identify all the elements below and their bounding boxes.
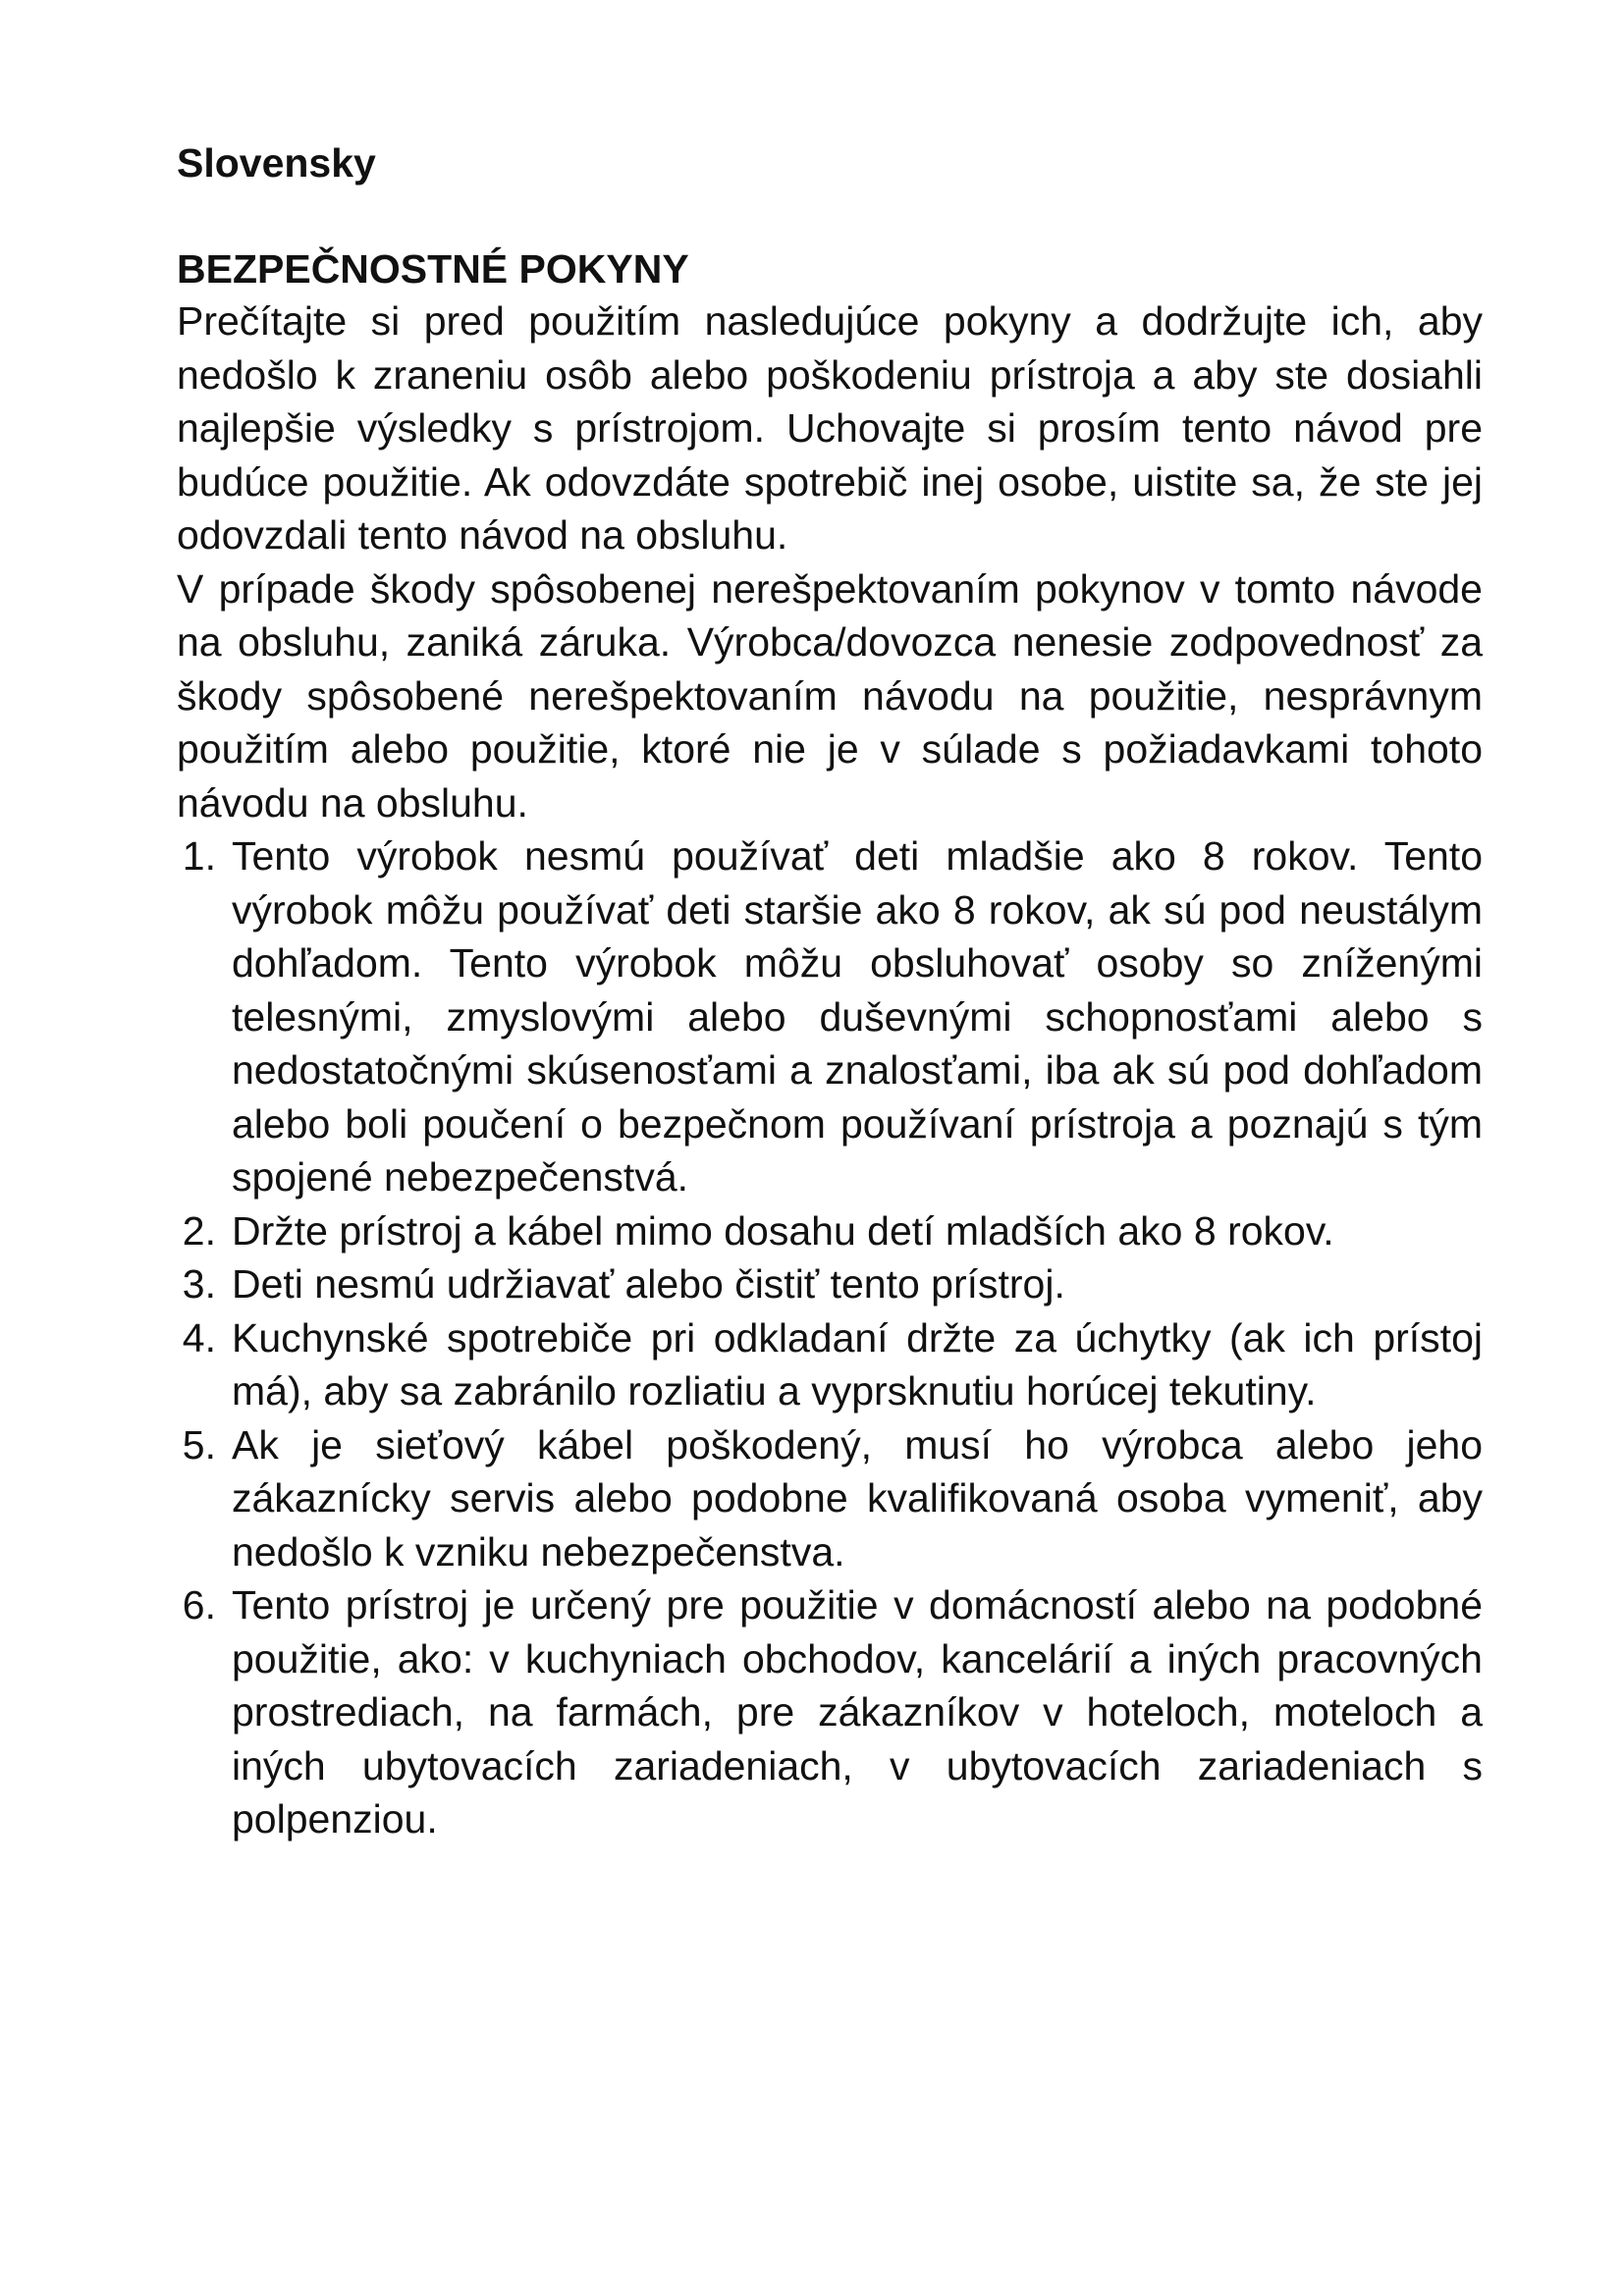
list-item-text: Tento výrobok nesmú používať deti mladšie ako 8 rokov. Tento výrobok môžu používať deti staršie ako 8 rokov, ak sú pod neustálym dohľadom. Tento výrobok môžu obsluhovať osoby so zníženými telesnými, zmyslovými alebo duševnými schopnosťami alebo s nedostatočnými skúsenosťami a znalosťami, iba ak sú pod dohľadom alebo boli poučení o bezpečnom používaní prístroja a poznajú s tým spojené nebezpečenstvá.: [232, 833, 1483, 1200]
list-item: [177, 1204, 1483, 1258]
list-item: [177, 1418, 1483, 1579]
document-page: [177, 137, 1483, 1846]
list-item-number: 3.: [182, 1261, 216, 1307]
list-item-text: Kuchynské spotrebiče pri odkladaní držte za úchytky (ak ich prístoj má), aby sa zabránilo rozliatiu a vyprsknutiu horúcej tekutiny.: [232, 1314, 1483, 1414]
section-heading: BEZPEČNOSTNÉ POKYNY: [177, 246, 689, 292]
list-item-number: 6.: [182, 1582, 216, 1628]
list-item: [177, 1257, 1483, 1311]
list-item-text: Deti nesmú udržiavať alebo čistiť tento prístroj.: [232, 1261, 1065, 1307]
list-item: [177, 1578, 1483, 1846]
list-item-number: 4.: [182, 1314, 216, 1361]
list-item-text: Držte prístroj a kábel mimo dosahu detí mladších ako 8 rokov.: [232, 1207, 1334, 1254]
list-item-number: 1.: [182, 833, 216, 879]
list-item-text: Tento prístroj je určený pre použitie v domácností alebo na podobné použitie, ako: v kuchyniach obchodov, kancelárií a iných pracovných prostrediach, na farmách, pre zákazníkov v hoteloch, moteloch a iných ubytovacích zariadeniach, v ubytovacích zariadeniach s polpenziou.: [232, 1582, 1483, 1842]
list-item-text: Ak je sieťový kábel poškodený, musí ho výrobca alebo jeho zákaznícky servis alebo podobne kvalifikovaná osoba vymeniť, aby nedošlo k vzniku nebezpečenstva.: [232, 1421, 1483, 1575]
safety-instructions-list: [177, 829, 1483, 1846]
list-item-number: 5.: [182, 1421, 216, 1468]
intro-paragraph: Prečítajte si pred použitím nasledujúce pokyny a dodržujte ich, aby nedošlo k zraneniu osôb alebo poškodeniu prístroja a aby ste dosiahli najlepšie výsledky s prístrojom. Uchovajte si prosím tento návod pre budúce použitie. Ak odovzdáte spotrebič inej osobe, uistite sa, že ste jej odovzdali tento návod na obsluhu.: [177, 298, 1483, 558]
list-item: [177, 1311, 1483, 1418]
list-item: [177, 829, 1483, 1204]
list-item-number: 2.: [182, 1207, 216, 1254]
warranty-paragraph: V prípade škody spôsobenej nerešpektovaním pokynov v tomto návode na obsluhu, zaniká záruka. Výrobca/dovozca nenesie zodpovednosť za škody spôsobené nerešpektovaním návodu na použitie, nesprávnym použitím alebo použitie, ktoré nie je v súlade s požiadavkami tohoto návodu na obsluhu.: [177, 565, 1483, 826]
language-label: Slovensky: [177, 140, 376, 186]
